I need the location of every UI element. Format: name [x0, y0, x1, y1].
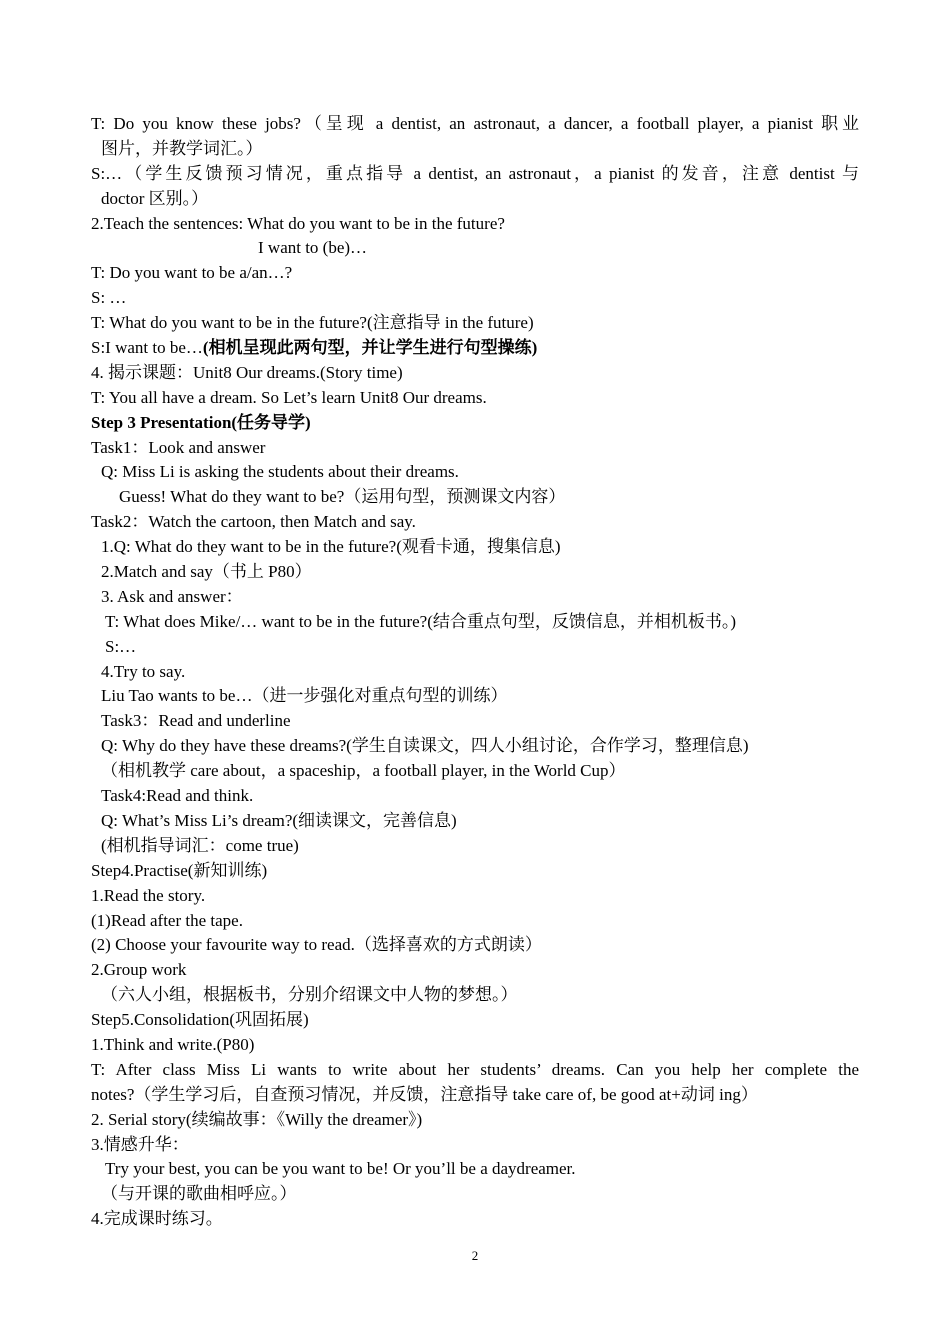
text-line: 2. Serial story(续编故事：《Willy the dreamer》): [91, 1109, 423, 1129]
text-line: Q: What’s Miss Li’s dream?(细读课文，完善信息): [101, 810, 457, 830]
text-line: 图片，并教学词汇。）: [101, 138, 263, 158]
text-line: S:…: [105, 636, 137, 656]
text-line: 4.完成课时练习。: [91, 1209, 223, 1229]
text-line: (相机指导词汇：come true): [101, 835, 299, 855]
text-line: 2.Teach the sentences: What do you want to be in the future?: [91, 213, 505, 233]
text-line: 2.Group work: [91, 960, 187, 980]
lesson-body: [91, 112, 859, 1232]
page-number: 2: [471, 1248, 479, 1263]
text-line: Guess! What do they want to be?（运用句型，预测课文内容）: [119, 487, 566, 507]
text-line: （与开课的歌曲相呼应。）: [101, 1184, 297, 1204]
text-line: 3.情感升华：: [91, 1134, 189, 1154]
text-line: 2.Match and say（书上 P80）: [101, 562, 312, 582]
text-line: （六人小组，根据板书，分别介绍课文中人物的梦想。）: [101, 985, 518, 1005]
text-line: Task3：Read and underline: [101, 711, 291, 731]
text-line: Q: Miss Li is asking the students about their dreams.: [101, 462, 459, 482]
text-line: Step4.Practise(新知训练): [91, 860, 268, 880]
text-line: T: You all have a dream. So Let’s learn Unit8 Our dreams.: [91, 387, 487, 407]
text-line: T: Do you know these jobs?（呈现 a dentist, an astronaut, a dancer, a football player, a pianist 职业: [91, 114, 859, 133]
text-line: notes?（学生学习后，自查预习情况，并反馈，注意指导 take care of, be good at+动词 ing）: [91, 1084, 758, 1104]
text-line: Liu Tao wants to be…（进一步强化对重点句型的训练）: [101, 686, 508, 706]
text-line: 4.Try to say.: [101, 661, 186, 681]
text-line: I want to (be)…: [258, 238, 368, 258]
text-line: S: …: [91, 288, 127, 308]
section-heading: Step 3 Presentation(任务导学): [91, 412, 311, 432]
text-line: T: What does Mike/… want to be in the future?(结合重点句型，反馈信息，并相机板书。): [105, 611, 737, 631]
text-line: Try your best, you can be you want to be! Or you’ll be a daydreamer.: [105, 1159, 576, 1179]
text-line: Q: Why do they have these dreams?(学生自读课文，四人小组讨论，合作学习，整理信息): [101, 736, 749, 756]
text-line: T: After class Miss Li wants to write about her students’ dreams. Can you help her complete the: [91, 1059, 859, 1079]
bold-note: (相机呈现此两句型，并让学生进行句型操练): [202, 338, 538, 358]
text-line: 1.Read the story.: [91, 885, 206, 905]
text-line: (2) Choose your favourite way to read.（选择喜欢的方式朗读）: [91, 935, 542, 955]
text-line: 3. Ask and answer：: [101, 586, 243, 606]
text-line: 4. 揭示课题：Unit8 Our dreams.(Story time): [91, 362, 403, 382]
text-line: （相机教学 care about，a spaceship，a football player, in the World Cup）: [101, 761, 626, 781]
text-line: Task1：Look and answer: [91, 437, 266, 457]
text-line: Task2：Watch the cartoon, then Match and say.: [91, 512, 416, 532]
text-line: S:…（学生反馈预习情况，重点指导 a dentist, an astronaut，a pianist 的发音，注意 dentist 与: [91, 163, 859, 183]
text-line: 1.Q: What do they want to be in the future?(观看卡通，搜集信息): [101, 537, 561, 557]
text-line: (1)Read after the tape.: [91, 910, 243, 930]
text-line: Step5.Consolidation(巩固拓展): [91, 1010, 309, 1030]
text-line: T: Do you want to be a/an…?: [91, 263, 293, 283]
text-line: doctor 区别。）: [101, 188, 209, 208]
text-line: 1.Think and write.(P80): [91, 1034, 255, 1054]
text-line: [91, 336, 859, 361]
text-span: S:I want to be…: [91, 338, 203, 358]
text-line: T: What do you want to be in the future?(注意指导 in the future): [91, 313, 534, 333]
text-line: Task4:Read and think.: [101, 786, 254, 806]
